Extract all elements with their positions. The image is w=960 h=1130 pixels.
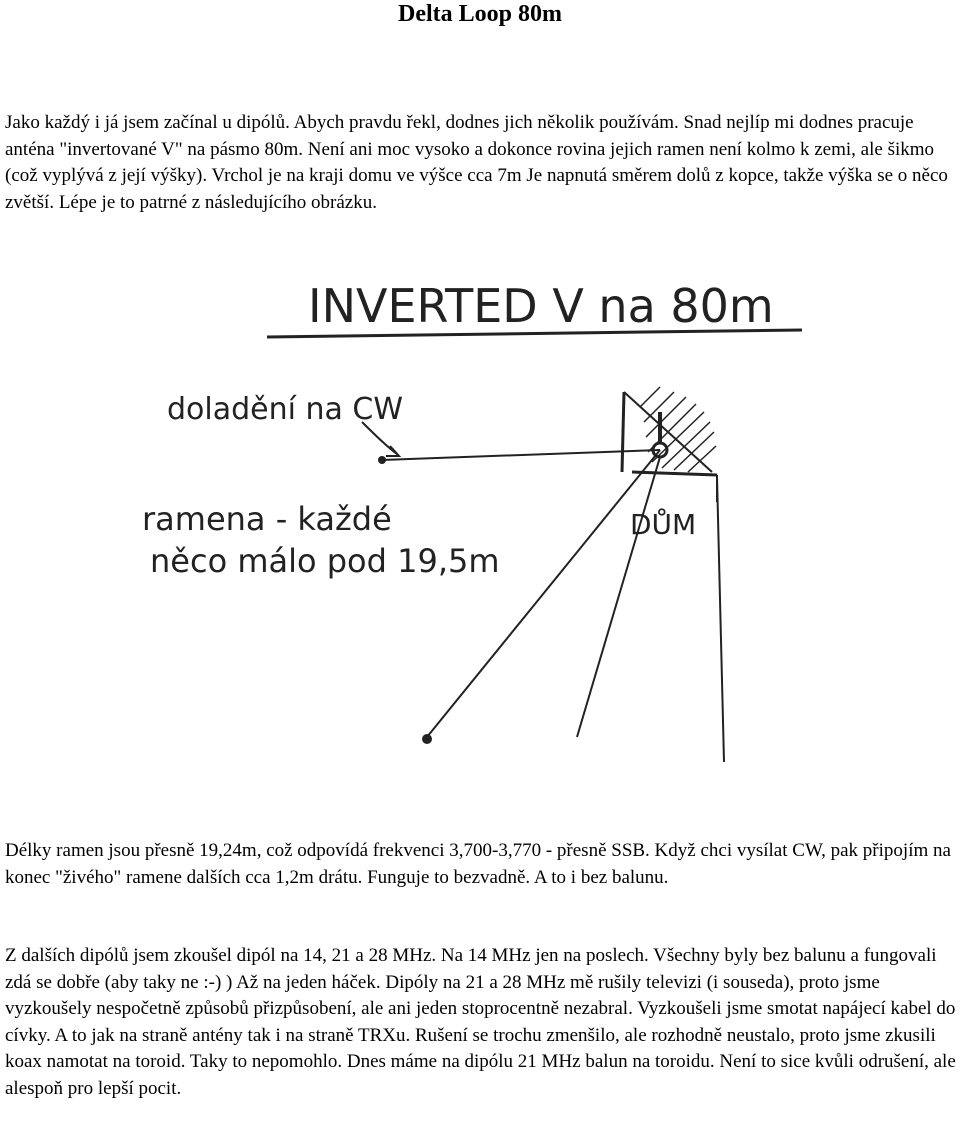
intro-paragraph: Jako každý i já jsem začínal u dipólů. Abych pravdu řekl, dodnes jich několik používám. Snad nejlíp mi dodnes pracuje anténa "invertované V" na pásmo 80m. Není ani moc vysoko a dokonce rovina jejich ramen není kolmo k zemi, ale šikmo (což vyplývá z její výšky). Vrchol je na kraji domu ve výšce cca 7m Je napnutá směrem dolů z kopce, takže výška se o něco zvětší. Lépe je to patrné z následujícího obrázku. — [5, 112, 948, 213]
page-title: Delta Loop 80m — [398, 1, 562, 27]
house-wall — [717, 477, 724, 762]
other-dipoles-paragraph: Z dalších dipólů jsem zkoušel dipól na 14, 21 a 28 MHz. Na 14 MHz jen na poslech. Všechny byly bez balunu a fungovali zdá se dobře (aby taky ne :-) ) Až na jeden háček. Dipóly na 21 a 28 MHz mě rušily televizi (i souseda), proto jsme vyzkoušely nespočetně způsobů přizpůsobení, ale ani jeden stoprocentně nezabral. Vyzkoušeli jsme smotat napájecí kabel do cívky. A to jak na straně antény tak i na straně TRXu. Rušení se trochu zmenšilo, ale rozhodně neustalo, proto jsme zkusili koax namotat na toroid. Taky to nepomohlo. Dnes máme na dipólu 21 MHz balun na toroidu. Není to sice kvůli odrušení, ale alespoň pro lepší pocit. — [5, 945, 956, 1099]
antenna-sketch-drawing — [112, 262, 844, 762]
house-roof — [622, 387, 717, 502]
antenna-sketch — [112, 262, 844, 762]
antenna-left-arm — [382, 450, 660, 460]
sketch-label-arms-2: něco málo pod 19,5m — [150, 542, 500, 580]
arm-length-paragraph: Délky ramen jsou přesně 19,24m, což odpovídá frekvenci 3,700-3,770 - přesně SSB. Když chci vysílat CW, pak připojím na konec "živého" ramene dalších cca 1,2m drátu. Funguje to bezvadně. A to i bez balunu. — [5, 840, 951, 888]
lower-arm-end — [422, 734, 432, 744]
antenna-lower-arm — [427, 450, 660, 737]
sketch-label-house: DŮM — [630, 508, 697, 541]
feed-line — [577, 457, 660, 737]
sketch-label-arms-1: ramena - každé — [142, 500, 392, 538]
sketch-label-tuning: doladění na CW — [167, 392, 404, 427]
left-arm-end — [378, 456, 386, 464]
sketch-heading: INVERTED V na 80m — [308, 279, 774, 333]
